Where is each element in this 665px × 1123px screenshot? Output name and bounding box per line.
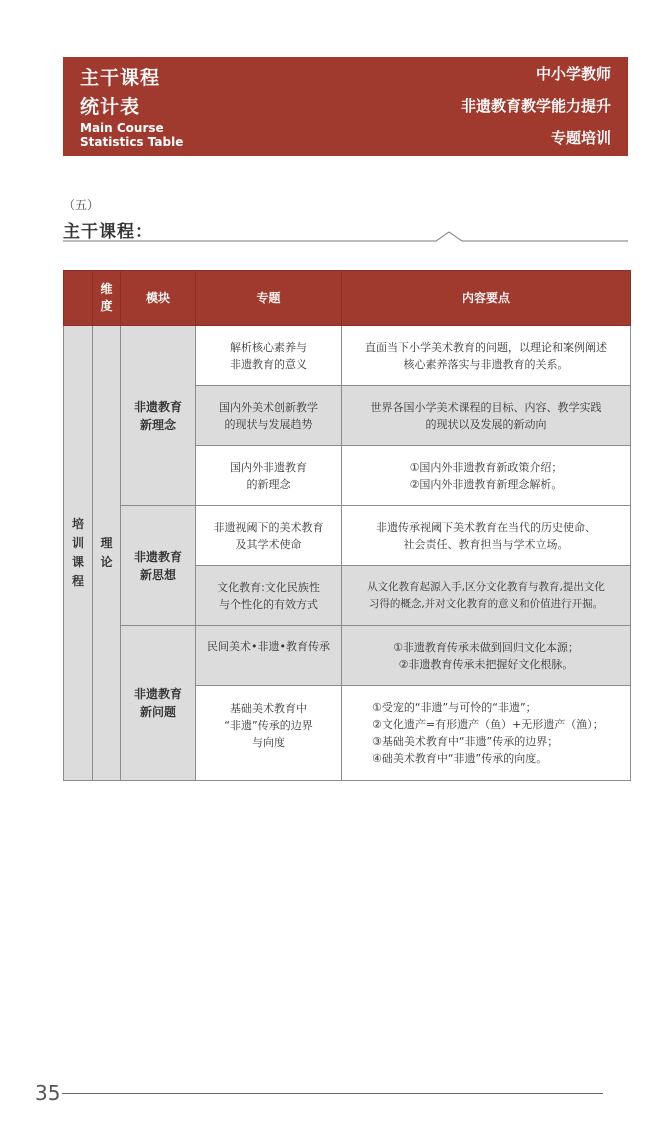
module-name-line: 非遗教育	[133, 687, 182, 701]
header-blank	[64, 271, 93, 326]
topic-line: 与向度	[252, 736, 285, 749]
banner-right-line2: 非遗教育教学能力提升	[460, 97, 611, 115]
module-name-line: 非遗教育	[133, 399, 182, 414]
page-number: 35	[35, 1081, 61, 1105]
content-cell	[342, 626, 631, 686]
header-dimension-char2: 度	[100, 299, 113, 313]
category-cell	[64, 326, 93, 781]
banner-right-line3: 专题培训	[550, 129, 611, 147]
topic-line: 非遗教育的意义	[230, 357, 307, 371]
content-line: 世界各国小学美术课程的目标、内容、教学实践	[370, 400, 602, 414]
topic-line: 非遗视阈下的美术教育	[213, 520, 324, 534]
module-name-line: 新理念	[139, 417, 176, 432]
module-name-line: 新思想	[139, 567, 176, 582]
section-title: 主干课程：	[63, 222, 153, 242]
topic-line: 的现状与发展趋势	[224, 417, 313, 431]
content-line: 直面当下小学美术教育的问题，以理论和案例阐述	[365, 340, 607, 354]
header-dimension	[93, 271, 121, 326]
content-cell	[342, 446, 631, 506]
module-cell	[121, 626, 196, 781]
content-line: ①受宠的“非遗”与可怜的“非遗”；	[372, 701, 537, 714]
content-cell	[342, 686, 631, 781]
topic-cell	[196, 446, 342, 506]
content-line: 习得的概念,并对文化教育的意义和价值进行开掘。	[368, 597, 604, 610]
content-cell	[342, 506, 631, 566]
content-line: ③基础美术教育中“非遗”传承的边界；	[372, 735, 559, 748]
section-underline	[0, 0, 665, 260]
topic-cell	[196, 386, 342, 446]
category-char: 程	[71, 574, 84, 588]
content-line: ④础美术教育中“非遗”传承的向度。	[372, 752, 548, 765]
module-cell	[121, 326, 196, 506]
content-line: ①国内外非遗教育新政策介绍；	[409, 460, 563, 474]
topic-line: 与个性化的有效方式	[219, 597, 318, 611]
banner-right-line1: 中小学教师	[535, 65, 611, 83]
topic-cell	[196, 506, 342, 566]
header-content: 内容要点	[342, 271, 631, 326]
content-line: ②文化遗产=有形遗产（鱼）+无形遗产（渔）；	[372, 718, 604, 731]
module-name-line: 非遗教育	[133, 549, 182, 564]
table-row	[64, 326, 631, 386]
category-char: 课	[71, 555, 84, 569]
category-char: 训	[71, 536, 84, 550]
content-line: ②非遗教育传承未把握好文化根脉。	[398, 657, 574, 671]
content-line: 的现状以及发展的新动向	[425, 417, 547, 431]
footer-rule	[62, 1093, 603, 1094]
content-cell	[342, 566, 631, 626]
topic-cell	[196, 566, 342, 626]
content-line: 非遗传承视阈下美术教育在当代的历史使命、	[376, 520, 596, 534]
dimension-char: 理	[100, 536, 113, 550]
banner-title-line2: 统计表	[80, 96, 141, 118]
table-header-row	[64, 271, 631, 326]
dimension-cell	[93, 326, 121, 781]
topic-line: 民间美术•非遗•教育传承	[207, 640, 330, 653]
topic-cell	[196, 626, 342, 686]
section-number: （五）	[63, 198, 100, 212]
content-cell	[342, 386, 631, 446]
topic-line: 的新理念	[246, 477, 291, 491]
header-module: 模块	[121, 271, 196, 326]
content-line: ②国内外非遗教育新理念解析。	[409, 477, 563, 491]
topic-line: “非遗”传承的边界	[224, 719, 313, 732]
course-table	[63, 270, 631, 781]
banner-english-line1: Main Course	[80, 121, 164, 135]
module-cell	[121, 506, 196, 626]
category-char: 培	[71, 517, 84, 531]
banner-english-line2: Statistics Table	[80, 135, 184, 149]
content-line: 从文化教育起源入手,区分文化教育与教育,提出文化	[367, 580, 605, 593]
content-cell	[342, 326, 631, 386]
topic-line: 及其学术使命	[235, 537, 302, 551]
header-dimension-char1: 维	[100, 282, 113, 296]
dimension-char: 论	[100, 555, 113, 569]
topic-line: 基础美术教育中	[230, 702, 307, 715]
topic-cell	[196, 326, 342, 386]
content-line: ①非遗教育传承未做到回归文化本源；	[393, 640, 579, 654]
content-line: 社会责任、教育担当与学术立场。	[403, 537, 569, 551]
table-row	[64, 506, 631, 566]
module-name-line: 新问题	[139, 705, 176, 719]
banner-title-line1: 主干课程	[80, 67, 161, 89]
header-topic: 专题	[196, 271, 342, 326]
topic-line: 国内外美术创新教学	[219, 400, 318, 414]
topic-line: 解析核心素养与	[230, 340, 307, 354]
content-line: 核心素养落实与非遗教育的关系。	[403, 357, 569, 371]
topic-line: 国内外非遗教育	[230, 460, 307, 474]
topic-line: 文化教育:文化民族性	[217, 580, 320, 594]
topic-cell	[196, 686, 342, 781]
table-row	[64, 626, 631, 686]
